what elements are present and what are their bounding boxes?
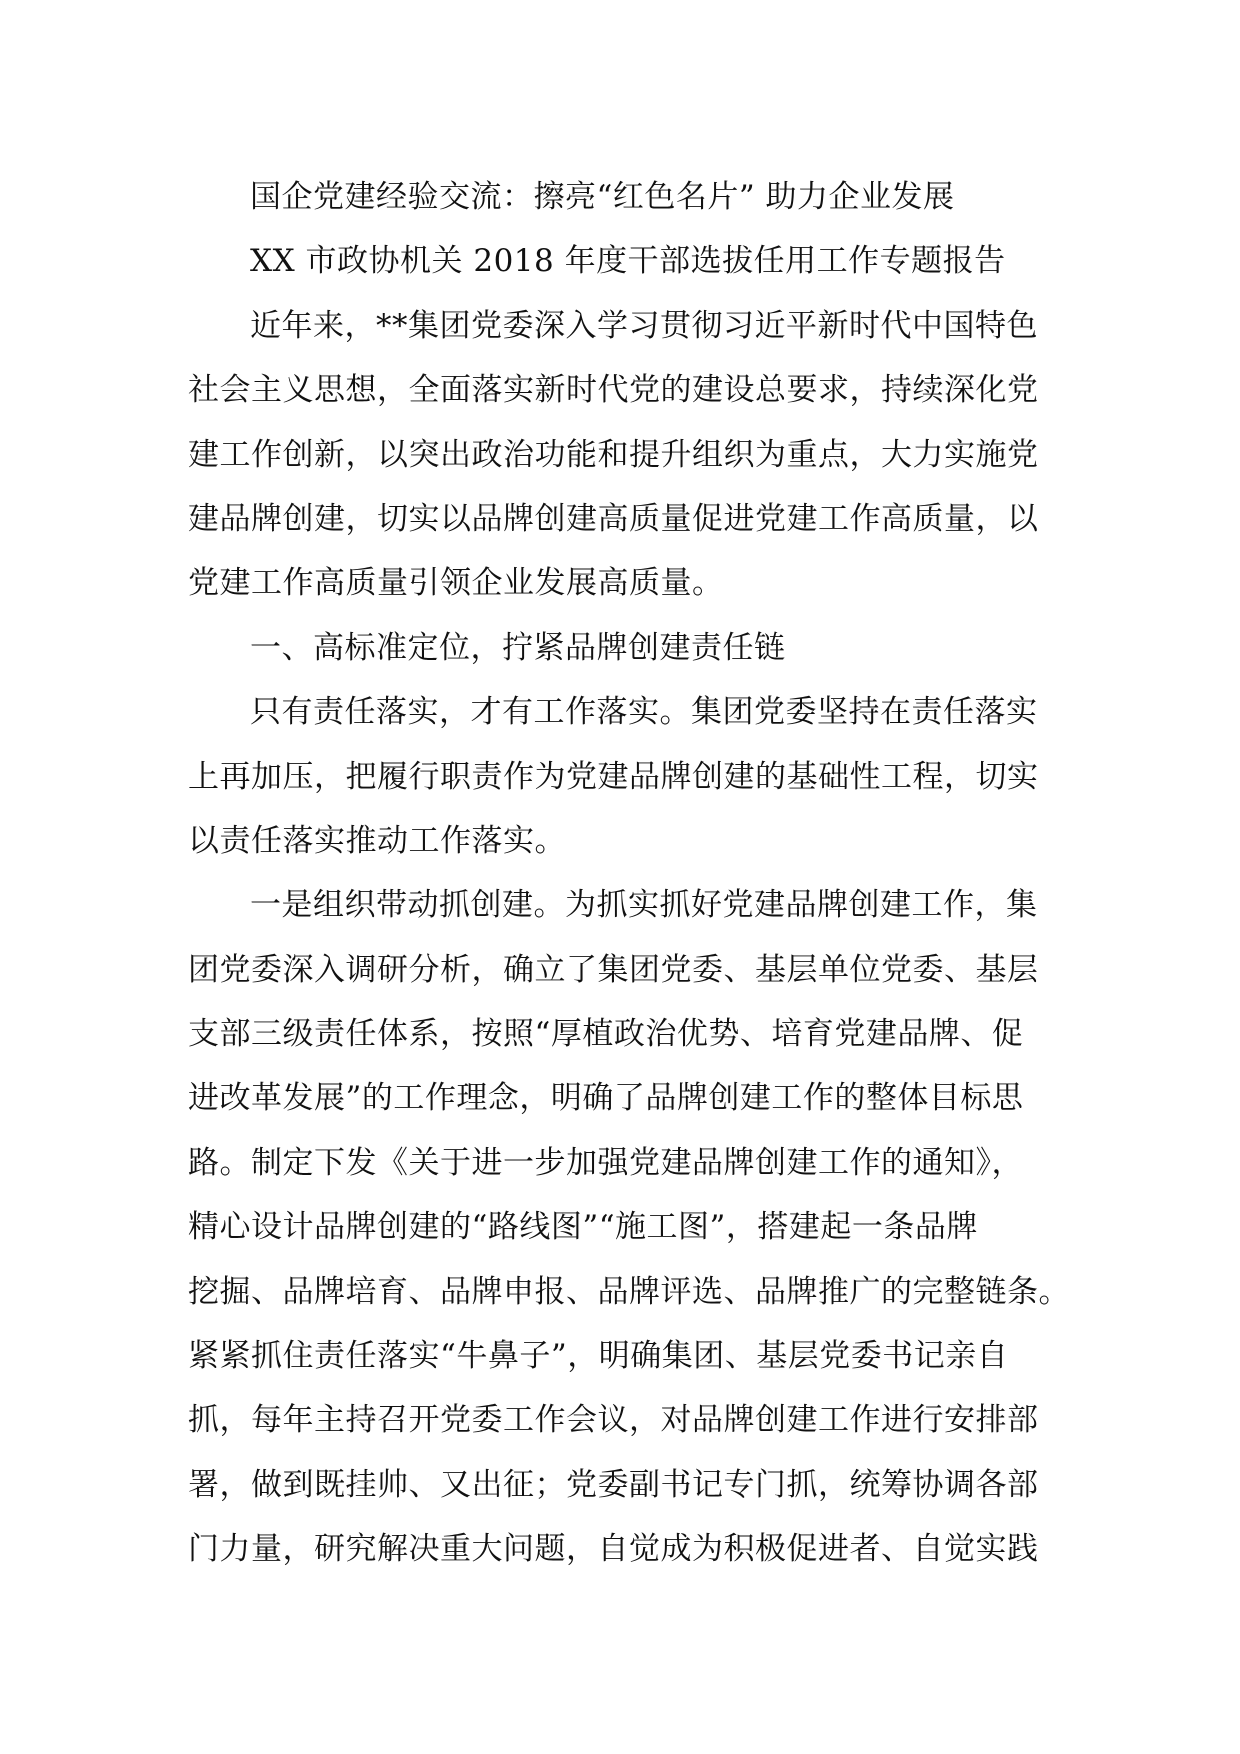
paragraph-line: 建工作创新，以突出政治功能和提升组织为重点，大力实施党 (188, 436, 1039, 473)
paragraph-line: 支部三级责任体系，按照“厚植政治优势、培育党建品牌、促 (188, 1016, 1024, 1053)
paragraph-line: 抓，每年主持召开党委工作会议，对品牌创建工作进行安排部 (188, 1402, 1039, 1439)
paragraph-line: 只有责任落实，才有工作落实。集团党委坚持在责任落实 (250, 694, 1038, 731)
paragraph-line: 路。制定下发《关于进一步加强党建品牌创建工作的通知》， (188, 1144, 1023, 1181)
paragraph-line: 社会主义思想，全面落实新时代党的建设总要求，持续深化党 (188, 372, 1039, 409)
paragraph-line: 署，做到既挂帅、又出征；党委副书记专门抓，统筹协调各部 (188, 1466, 1039, 1503)
paragraph-line: 以责任落实推动工作落实。 (188, 822, 566, 859)
paragraph-line: 近年来，**集团党委深入学习贯彻习近平新时代中国特色 (250, 307, 1038, 344)
paragraph-line: 团党委深入调研分析，确立了集团党委、基层单位党委、基层 (188, 951, 1039, 988)
document-body (188, 165, 1068, 1582)
document-title: 国企党建经验交流：擦亮“红色名片” 助力企业发展 (250, 179, 955, 215)
paragraph-line: 挖掘、品牌培育、品牌申报、品牌评选、品牌推广的完整链条。 (188, 1273, 1070, 1310)
paragraph-line: 上再加压，把履行职责作为党建品牌创建的基础性工程，切实 (188, 758, 1039, 795)
document-subtitle: XX 市政协机关 2018 年度干部选拔任用工作专题报告 (250, 243, 1006, 280)
paragraph-line: 紧紧抓住责任落实“牛鼻子”，明确集团、基层党委书记亲自 (188, 1338, 1009, 1375)
paragraph-line: 党建工作高质量引领企业发展高质量。 (188, 565, 724, 602)
paragraph-line: 建品牌创建，切实以品牌创建高质量促进党建工作高质量，以 (188, 500, 1039, 537)
paragraph-line: 门力量，研究解决重大问题，自觉成为积极促进者、自觉实践 (188, 1531, 1039, 1568)
paragraph-line: 进改革发展”的工作理念，明确了品牌创建工作的整体目标思 (188, 1080, 1024, 1117)
section-heading: 一、高标准定位，拧紧品牌创建责任链 (250, 629, 786, 666)
paragraph-line: 精心设计品牌创建的“路线图”“施工图”，搭建起一条品牌 (188, 1209, 978, 1246)
paragraph-line: 一是组织带动抓创建。为抓实抓好党建品牌创建工作，集 (250, 887, 1038, 924)
